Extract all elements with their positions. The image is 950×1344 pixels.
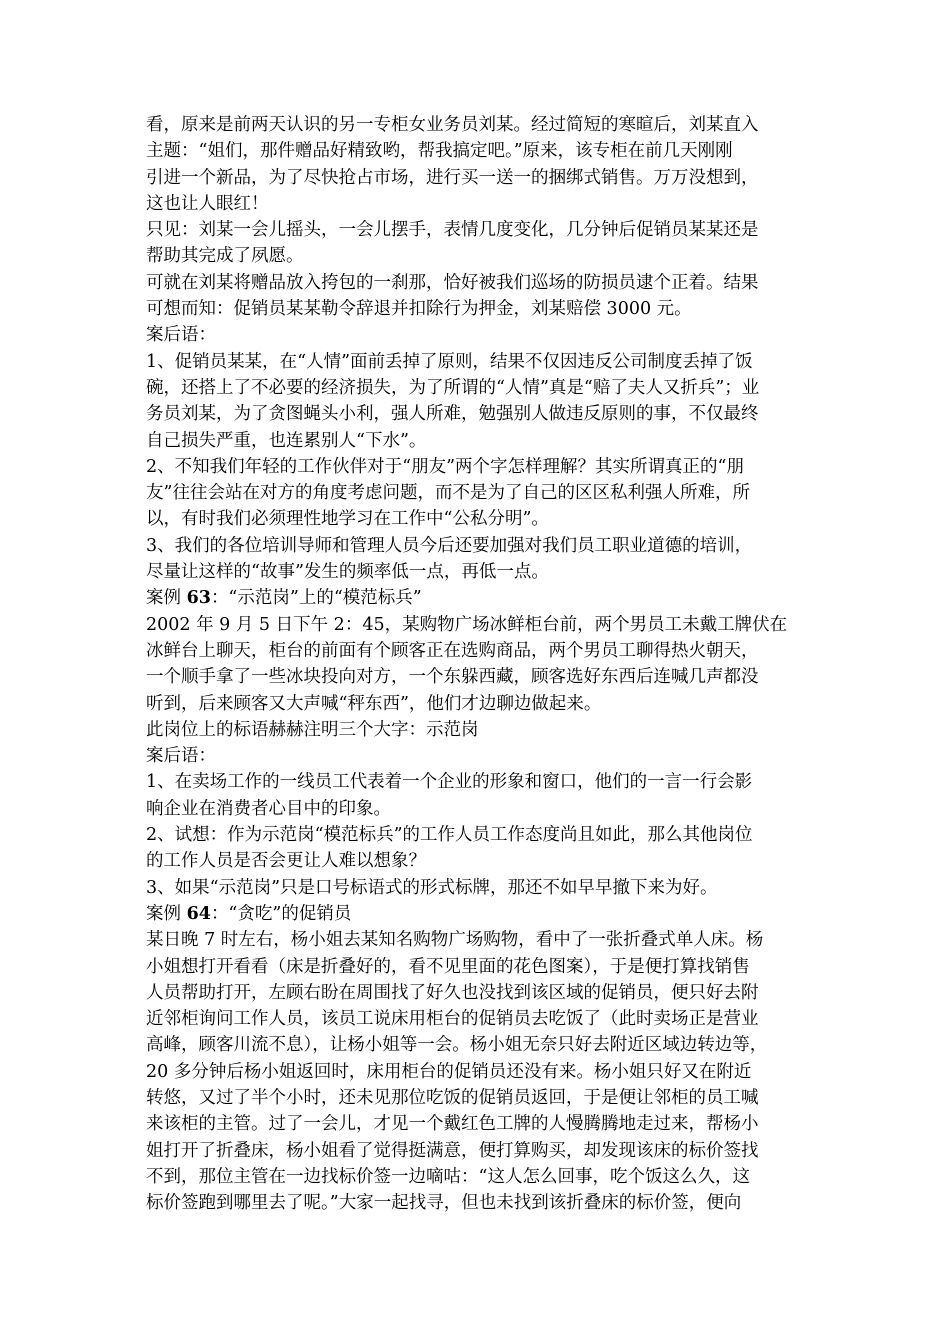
case-heading-prefix: 案例 (146, 588, 187, 609)
paragraph (146, 270, 808, 323)
case-commentary-label (146, 322, 808, 348)
paragraph (146, 612, 808, 717)
text-line: 主题：“姐们，那件赠品好精致哟，帮我搞定吧。”原来，该专柜在前几天刚刚 (146, 141, 733, 162)
text-line: 2、不知我们年轻的工作伙伴对于“朋友”两个字怎样理解？其实所谓真正的“朋 (146, 456, 744, 477)
text-line: 可想而知：促销员某某勒令辞退并扣除行为押金，刘某赔偿 3000 元。 (146, 299, 692, 320)
text-line: 尽量让这样的“故事”发生的频率低一点，再低一点。 (146, 562, 549, 583)
commentary-item (146, 454, 808, 533)
text-line: 友”往往会站在对方的角度考虑问题，而不是为了自己的区区私利强人所难，所 (146, 483, 750, 504)
text-line: 案后语： (146, 746, 216, 767)
text-line: 以，有时我们必须理性地学习在工作中“公私分明”。 (146, 509, 549, 530)
text-line: 务员刘某，为了贪图蝇头小利，强人所难，勉强别人做违反原则的事，不仅最终 (146, 404, 759, 425)
commentary-item (146, 533, 808, 586)
text-line: 碗，还搭上了不必要的经济损失，为了所谓的“人情”真是“赔了夫人又折兵”；业 (146, 377, 760, 398)
commentary-item (146, 875, 808, 901)
text-line: 转悠，又过了半个小时，还未见那位吃饭的促销员返回，于是便让邻柜的员工喊 (146, 1087, 759, 1108)
text-line: 此岗位上的标语赫赫注明三个大字：示范岗 (146, 719, 479, 740)
case-heading (146, 901, 808, 927)
text-line: 姐打开了折叠床，杨小姐看了觉得挺满意，便打算购买，却发现该床的标价签找 (146, 1140, 759, 1161)
text-line: 3、我们的各位培训导师和管理人员今后还要加强对我们员工职业道德的培训， (146, 535, 753, 556)
text-line: 帮助其完成了夙愿。 (146, 246, 304, 267)
text-line: 20 多分钟后杨小姐返回时，床用柜台的促销员还没有来。杨小姐只好又在附近 (146, 1061, 752, 1082)
document-page (146, 112, 808, 1216)
text-line: 小姐想打开看看（床是折叠好的，看不见里面的花色图案），于是便打算找销售 (146, 956, 750, 977)
text-line: 的工作人员是否会更让人难以想象？ (146, 851, 426, 872)
paragraph (146, 927, 808, 1216)
text-line: 响企业在消费者心目中的印象。 (146, 798, 391, 819)
text-line: 一个顺手拿了一些冰块投向对方，一个东躲西藏，顾客选好东西后连喊几声都没 (146, 667, 759, 688)
commentary-item (146, 769, 808, 822)
case-commentary-label (146, 743, 808, 769)
text-line: 人员帮助打开，左顾右盼在周围找了好久也没找到该区域的促销员，便只好去附 (146, 982, 759, 1003)
text-line: 引进一个新品，为了尽快抢占市场，进行买一送一的捆绑式销售。万万没想到， (146, 167, 759, 188)
text-line: 某日晚 7 时左右，杨小姐去某知名购物广场购物，看中了一张折叠式单人床。杨 (146, 930, 764, 951)
case-number: 64 (186, 903, 211, 924)
paragraph (146, 217, 808, 270)
text-line: 1、在卖场工作的一线员工代表着一个企业的形象和窗口，他们的一言一行会影 (146, 772, 753, 793)
text-line: 看，原来是前两天认识的另一专柜女业务员刘某。经过简短的寒暄后，刘某直入 (146, 115, 759, 135)
text-line: 高峰，顾客川流不息），让杨小姐等一会。杨小姐无奈只好去附近区域边转边等， (146, 1035, 768, 1056)
text-line: 不到，那位主管在一边找标价签一边嘀咕：“这人怎么回事，吃个饭这么久，这 (146, 1166, 750, 1187)
text-line: 来该柜的主管。过了一会儿，才见一个戴红色工牌的人慢腾腾地走过来，帮杨小 (146, 1114, 759, 1135)
commentary-item (146, 822, 808, 875)
text-line: 听到，后来顾客又大声喊“秤东西”，他们才边聊边做起来。 (146, 693, 602, 714)
commentary-item (146, 349, 808, 454)
paragraph (146, 112, 808, 217)
case-heading (146, 585, 808, 611)
text-line: 冰鲜台上聊天，柜台的前面有个顾客正在选购商品，两个男员工聊得热火朝天， (146, 640, 759, 661)
text-line: 3、如果“示范岗”只是口号标语式的形式标牌，那还不如早早撤下来为好。 (146, 877, 718, 898)
case-heading-title: ：“贪吃”的促销员 (210, 903, 352, 924)
text-line: 只见：刘某一会儿摇头，一会儿摆手，表情几度变化，几分钟后促销员某某还是 (146, 220, 759, 241)
text-line: 2、试想：作为示范岗“模范标兵”的工作人员工作态度尚且如此，那么其他岗位 (146, 825, 753, 846)
case-heading-prefix: 案例 (146, 903, 187, 924)
text-line: 自己损失严重，也连累别人“下水”。 (146, 430, 427, 451)
text-line: 标价签跑到哪里去了呢。”大家一起找寻，但也未找到该折叠床的标价签，便向 (146, 1193, 742, 1214)
case-heading-title: ：“示范岗”上的“模范标兵” (210, 588, 422, 609)
paragraph (146, 717, 808, 743)
text-line: 这也让人眼红！ (146, 193, 269, 214)
text-line: 案后语： (146, 325, 216, 346)
text-line: 2002 年 9 月 5 日下午 2：45，某购物广场冰鲜柜台前，两个男员工未戴工牌伏在 (146, 614, 788, 635)
text-line: 近邻柜询问工作人员，该员工说床用柜台的促销员去吃饭了（此时卖场正是营业 (146, 1009, 759, 1030)
text-line: 1、促销员某某，在“人情”面前丢掉了原则，结果不仅因违反公司制度丢掉了饭 (146, 351, 753, 372)
case-number: 63 (186, 588, 211, 609)
text-line: 可就在刘某将赠品放入挎包的一刹那，恰好被我们巡场的防损员逮个正着。结果 (146, 272, 759, 293)
